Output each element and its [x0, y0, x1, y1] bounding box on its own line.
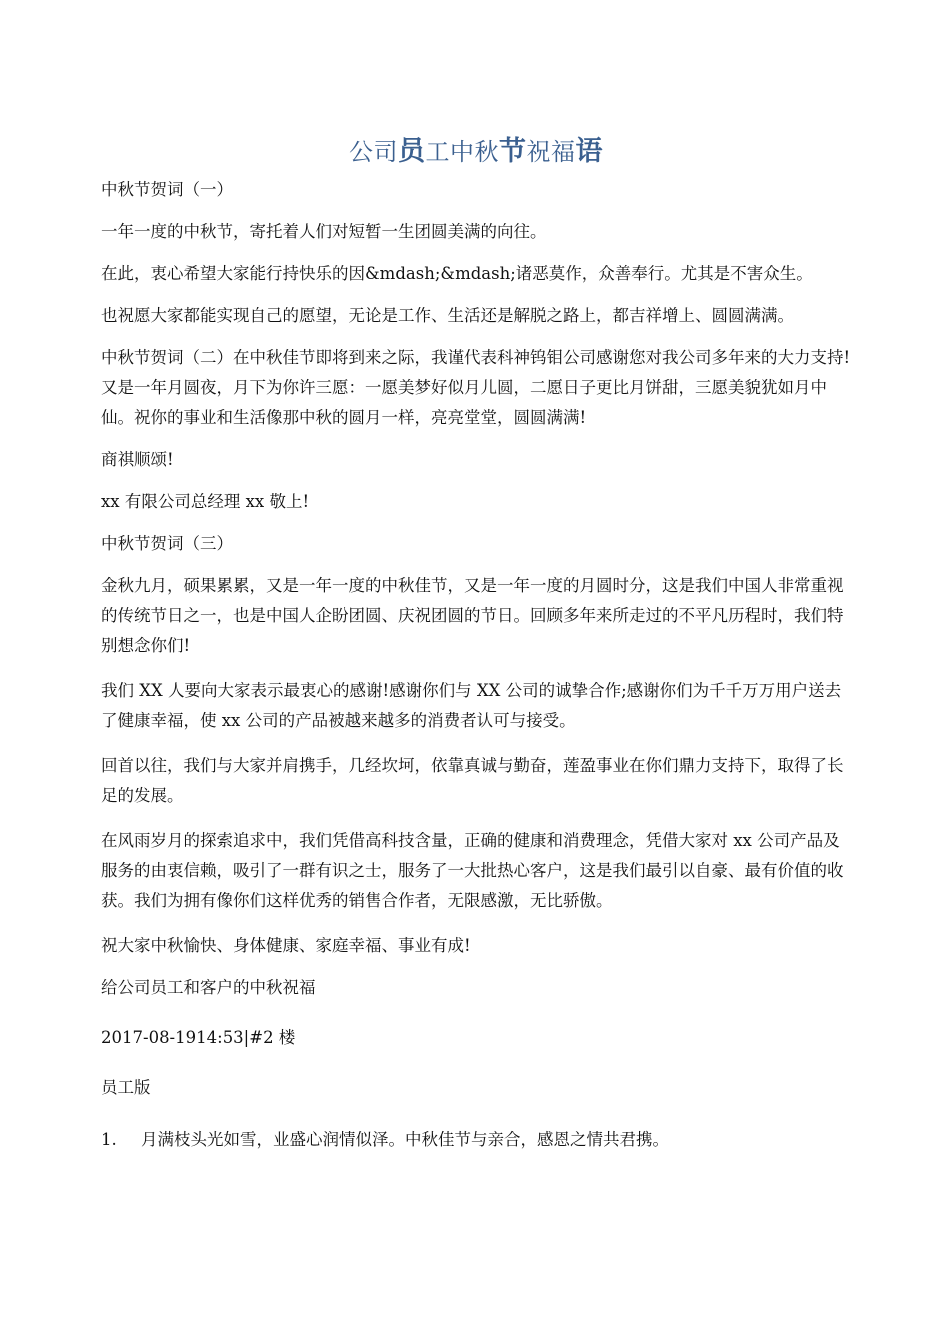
- title-part: 公司: [349, 138, 398, 166]
- post-meta: 2017-08-1914:53|#2 楼: [101, 1028, 296, 1047]
- list-item-text: 月满枝头光如雪，业盛心润情似泽。中秋佳节与亲合，感恩之情共君携。: [141, 1130, 669, 1149]
- title-part: 工中秋: [425, 138, 499, 166]
- section-heading: 给公司员工和客户的中秋祝福: [101, 978, 316, 997]
- paragraph: 一年一度的中秋节，寄托着人们对短暂一生团圆美满的向往。: [101, 222, 547, 241]
- paragraph: 回首以往，我们与大家并肩携手，几经坎坷，依靠真诚与勤奋，莲盈事业在你们鼎力支持下，取得了长足的发展。: [101, 756, 844, 805]
- title-part: 语: [575, 136, 603, 167]
- paragraph: 我们 XX 人要向大家表示最衷心的感谢!感谢你们与 XX 公司的诚挚合作;感谢你们为千千万万用户送去了健康幸福，使 xx 公司的产品被越来越多的消费者认可与接受。: [101, 681, 842, 730]
- document-title: [101, 133, 851, 171]
- document-body: [101, 133, 851, 1155]
- paragraph: 中秋节贺词（二）在中秋佳节即将到来之际，我谨代表科神钨钼公司感谢您对我公司多年来的大力支持!又是一年月圆夜，月下为你许三愿：一愿美梦好似月儿圆，二愿日子更比月饼甜，三愿美貌犹如月中仙。祝你的事业和生活像那中秋的圆月一样，亮亮堂堂，圆圆满满!: [101, 348, 851, 427]
- title-part: 祝福: [526, 138, 576, 166]
- paragraph: 祝大家中秋愉快、身体健康、家庭幸福、事业有成!: [101, 936, 471, 955]
- title-part: 员: [398, 136, 426, 167]
- list-item: [101, 1125, 851, 1155]
- title-part: 节: [499, 136, 527, 167]
- paragraph: 金秋九月，硕果累累，又是一年一度的中秋佳节，又是一年一度的月圆时分，这是我们中国人非常重视的传统节日之一，也是中国人企盼团圆、庆祝团圆的节日。回顾多年来所走过的不平凡历程时，我们特别想念你们!: [101, 576, 844, 655]
- section-heading: 中秋节贺词（一）: [101, 180, 233, 199]
- signature-line: xx 有限公司总经理 xx 敬上!: [101, 492, 310, 511]
- paragraph: 也祝愿大家都能实现自己的愿望，无论是工作、生活还是解脱之路上，都吉祥增上、圆圆满满。: [101, 306, 794, 325]
- paragraph: 商祺顺颂!: [101, 450, 174, 469]
- section-heading: 员工版: [101, 1078, 151, 1097]
- paragraph: 在风雨岁月的探索追求中，我们凭借高科技含量，正确的健康和消费理念，凭借大家对 xx 公司产品及服务的由衷信赖，吸引了一群有识之士，服务了一大批热心客户，这是我们最引以自豪、最有价值的收获。我们为拥有像你们这样优秀的销售合作者，无限感激，无比骄傲。: [101, 831, 844, 910]
- section-heading: 中秋节贺词（三）: [101, 534, 233, 553]
- list-item-number: 1.: [101, 1130, 117, 1149]
- paragraph: 在此，衷心希望大家能行持快乐的因&mdash;&mdash;诸恶莫作，众善奉行。尤其是不害众生。: [101, 264, 813, 283]
